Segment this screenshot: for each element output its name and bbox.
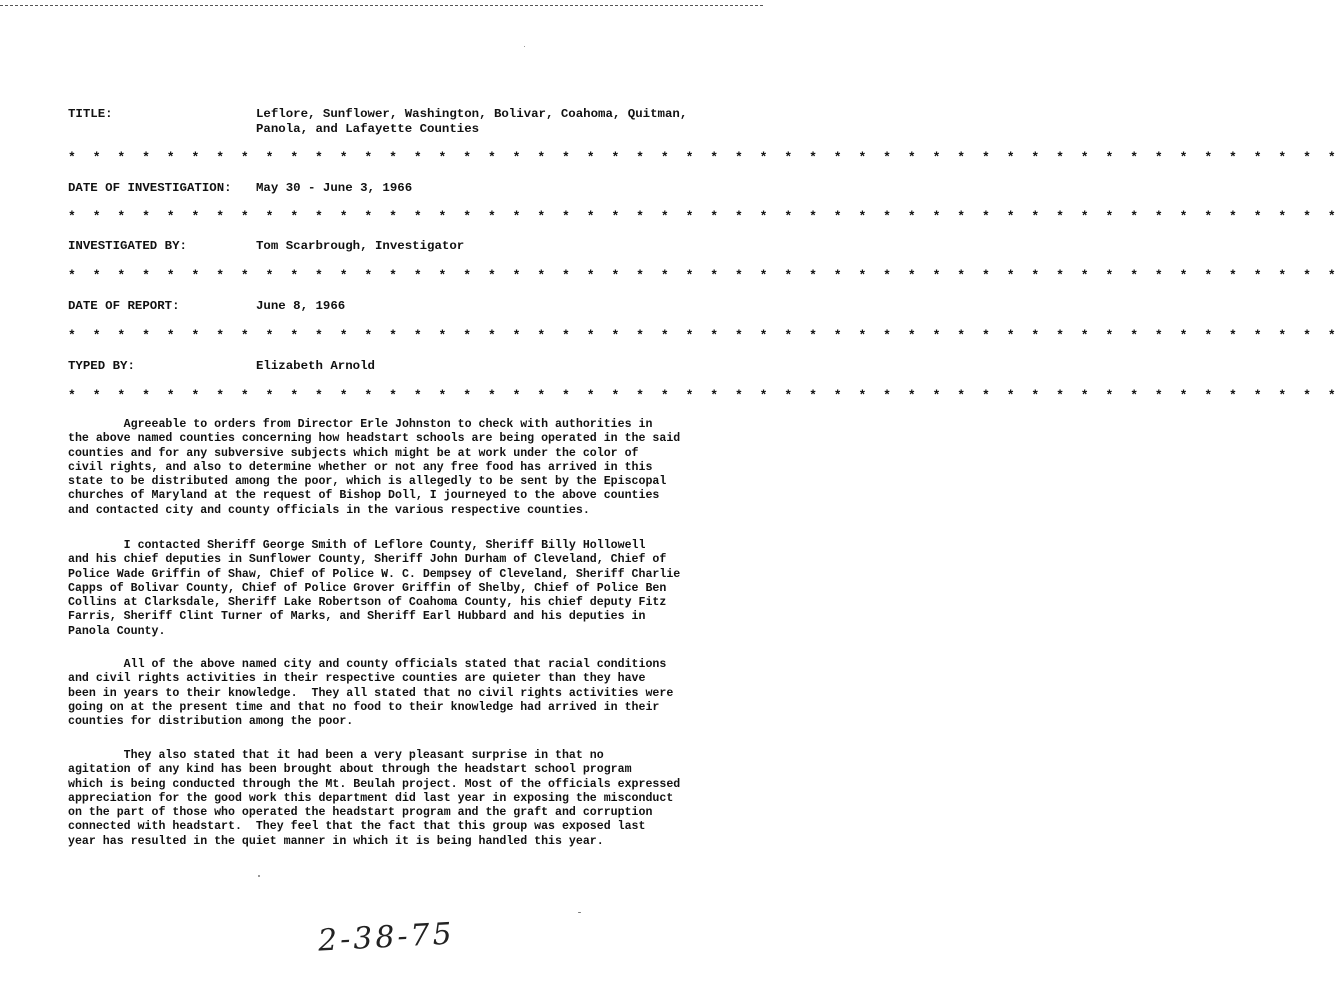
typed-by-value: Elizabeth Arnold bbox=[256, 359, 375, 373]
asterisk-separator: * * * * * * * * * * * * * * * * * * * * * * * * * * * * * * * * * * * * * * * * * * * * * * * * * * * * bbox=[68, 388, 1340, 403]
body-paragraph: All of the above named city and county officials stated that racial conditions and civil rights activities in their respective counties are quieter than they have been in years to their knowledge. They all stated that no civil rights activities were going on at the present time and that no food to their knowledge had arrived in their counties for distribution among the poor. bbox=[68, 658, 674, 729]
investigation-date-value: May 30 - June 3, 1966 bbox=[256, 181, 413, 195]
investigated-by-value: Tom Scarbrough, Investigator bbox=[256, 239, 465, 253]
investigation-date-label: DATE OF INVESTIGATION: bbox=[68, 181, 232, 195]
asterisk-separator: * * * * * * * * * * * * * * * * * * * * * * * * * * * * * * * * * * * * * * * * * * * * * * * * * * * * bbox=[68, 328, 1340, 343]
investigated-by-label: INVESTIGATED BY: bbox=[68, 239, 187, 253]
report-date-label: DATE OF REPORT: bbox=[68, 299, 180, 313]
asterisk-separator: * * * * * * * * * * * * * * * * * * * * * * * * * * * * * * * * * * * * * * * * * * * * * * * * * * * * bbox=[68, 268, 1340, 283]
top-edge-rule bbox=[0, 5, 763, 6]
typed-by-label: TYPED BY: bbox=[68, 359, 135, 373]
handwritten-file-number: 2-38-75 bbox=[317, 916, 456, 959]
scan-speck bbox=[258, 875, 260, 877]
asterisk-separator: * * * * * * * * * * * * * * * * * * * * * * * * * * * * * * * * * * * * * * * * * * * * * * * * * * * * bbox=[68, 209, 1340, 224]
scan-speck bbox=[524, 46, 525, 47]
body-paragraph: Agreeable to orders from Director Erle Johnston to check with authorities in the above named counties concerning how headstart schools are being operated in the said counties and for any subversive subjects which might be at work under the color of civil rights, and also to determine whether or not any free food has arrived in this state to be distributed among the poor, which is allegedly to be sent by the Episcopal churches of Maryland at the request of Bishop Doll, I journeyed to the above counties and contacted city and county officials in the various respective counties. bbox=[68, 418, 681, 517]
title-value: Leflore, Sunflower, Washington, Bolivar, Coahoma, Quitman, Panola, and Lafayette Counties bbox=[256, 107, 688, 136]
body-paragraph: They also stated that it had been a very pleasant surprise in that no agitation of any kind has been brought about through the headstart school program which is being conducted through the Mt. Beulah project. Most of the officials expressed appreciation for the good work this department did last year in exposing the misconduct on the part of those who operated the headstart program and the graft and corruption connected with headstart. They feel that the fact that this group was exposed last year has resulted in the quiet manner in which it is being handled this year. bbox=[68, 749, 681, 848]
report-date-value: June 8, 1966 bbox=[256, 299, 346, 313]
scan-speck bbox=[578, 912, 581, 913]
body-paragraph: I contacted Sheriff George Smith of Leflore County, Sheriff Billy Hollowell and his chief deputies in Sunflower County, Sheriff John Durham of Cleveland, Chief of Police Wade Griffin of Shaw, Chief of Police W. C. Dempsey of Cleveland, Sheriff Charlie Capps of Bolivar County, Chief of Police Grover Griffin of Shelby, Chief of Police Ben Collins at Clarksdale, Sheriff Lake Robertson of Coahoma County, his chief deputy Fitz Farris, Sheriff Clint Turner of Marks, and Sheriff Earl Hubbard and his deputies in Panola County. bbox=[68, 539, 681, 638]
asterisk-separator: * * * * * * * * * * * * * * * * * * * * * * * * * * * * * * * * * * * * * * * * * * * * * * * * * * * * bbox=[68, 150, 1340, 165]
title-label: TITLE: bbox=[68, 107, 113, 121]
